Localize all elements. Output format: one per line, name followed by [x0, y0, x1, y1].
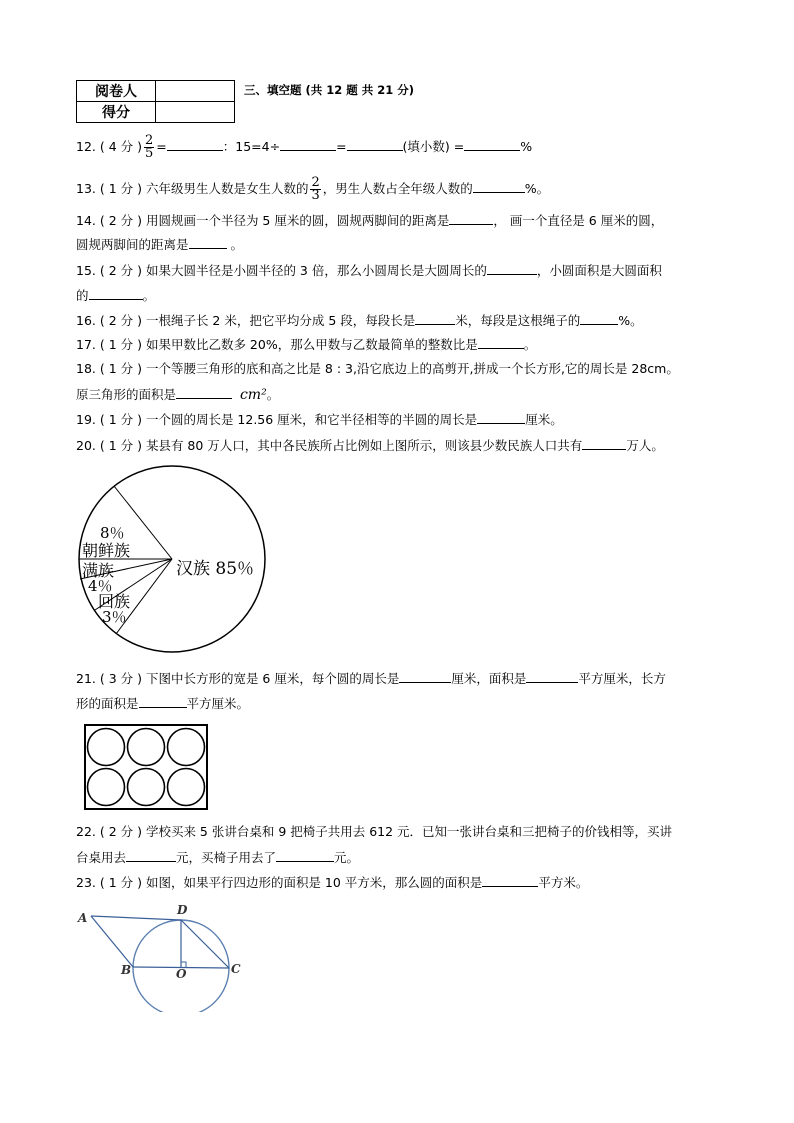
circle-shape: [168, 769, 205, 806]
label-o: O: [176, 967, 187, 981]
ethnic-pie-chart: [76, 464, 276, 654]
question-14-line2: 圆规两脚间的距离是 。: [76, 237, 243, 252]
score-label: 得分: [77, 102, 156, 123]
answer-blank[interactable]: [477, 411, 525, 424]
answer-blank[interactable]: [347, 138, 403, 151]
answer-blank[interactable]: [487, 262, 537, 275]
answer-blank[interactable]: [280, 138, 336, 151]
question-20: 20. ( 1 分 ) 某县有 80 万人口，其中各民族所占比例如上图所示，则该县少数民族人口共有 万人。: [76, 438, 664, 453]
answer-blank[interactable]: [139, 695, 187, 708]
score-table: [76, 80, 235, 123]
unit-cm2: cm²: [239, 387, 267, 403]
label-d: D: [177, 903, 188, 917]
label-a: A: [78, 911, 88, 925]
reviewer-cell[interactable]: [156, 81, 235, 102]
question-21: 21. ( 3 分 ) 下图中长方形的宽是 6 厘米，每个圆的周长是 厘米，面积是 平方厘米，长方: [76, 671, 666, 686]
fraction-2-3: $\frac{2}{3}$: [311, 175, 320, 203]
answer-blank[interactable]: [415, 312, 455, 325]
circle-shape: [128, 769, 165, 806]
answer-blank[interactable]: [167, 138, 223, 151]
label-hui-pct: 3％: [102, 608, 127, 626]
circle-shape: [168, 729, 205, 766]
label-c: C: [231, 962, 241, 976]
question-21-line2: 形的面积是 平方厘米。: [76, 696, 250, 711]
question-18: 18. ( 1 分 ) 一个等腰三角形的底和高之比是 8 : 3,沿它底边上的高剪开,拼成一个长方形,它的周长是 28cm。: [76, 361, 679, 376]
question-22: 22. ( 2 分 ) 学校买来 5 张讲台桌和 9 把椅子共用去 612 元．已知一张讲台桌和三把椅子的价钱相等，买讲: [76, 824, 673, 839]
segment-ab: [91, 916, 133, 967]
question-22-line2: 台桌用去 元，买椅子用去了 元。: [76, 850, 360, 865]
reviewer-label: 阅卷人: [77, 81, 156, 102]
section-title: 三、填空题 (共 12 题 共 21 分): [244, 83, 415, 97]
question-17: 17. ( 1 分 ) 如果甲数比乙数多 20%，那么甲数与乙数最简单的整数比是 。: [76, 337, 537, 352]
label-han: 汉族 85％: [176, 559, 255, 579]
answer-blank[interactable]: [473, 180, 525, 193]
answer-blank[interactable]: [89, 287, 143, 300]
fraction-2-5: $\frac{2}{5}$: [144, 133, 154, 161]
answer-blank[interactable]: [276, 849, 334, 862]
rectangle-shape: [85, 725, 207, 809]
answer-blank[interactable]: [126, 849, 176, 862]
label-manchu-pct: 4％: [88, 577, 113, 595]
answer-blank[interactable]: [526, 670, 578, 683]
label-hui: 回族: [98, 592, 131, 611]
question-16: 16. ( 2 分 ) 一根绳子长 2 米，把它平均分成 5 段，每段长是 米，每段是这根绳子的 %。: [76, 313, 643, 328]
answer-blank[interactable]: [580, 312, 618, 325]
label-korean-pct: 8％: [100, 524, 125, 542]
parallelogram-circle-figure: [74, 900, 254, 1012]
circle-shape: [128, 729, 165, 766]
question-13: 13. ( 1 分 ) 六年级男生人数是女生人数的 $\frac{2}{3}$ ，男生人数占全年级人数的 %。: [76, 175, 550, 203]
answer-blank[interactable]: [478, 336, 524, 349]
circle-shape: [88, 729, 125, 766]
question-23: 23. ( 1 分 ) 如图，如果平行四边形的面积是 10 平方米，那么圆的面积是 平方米。: [76, 875, 589, 890]
answer-blank[interactable]: [449, 212, 493, 225]
score-cell[interactable]: [156, 102, 235, 123]
answer-blank[interactable]: [399, 670, 451, 683]
question-18-line2: 原三角形的面积是 cm²。: [76, 387, 280, 403]
answer-blank[interactable]: [464, 138, 520, 151]
circle-shape: [88, 769, 125, 806]
question-19: 19. ( 1 分 ) 一个圆的周长是 12.56 厘米，和它半径相等的半圆的周长是 厘米。: [76, 412, 563, 427]
question-12: 12. ( 4 分 ) $\frac{2}{5}$ = ：15=4÷ = (填小数) = %: [76, 133, 533, 161]
label-b: B: [121, 963, 132, 977]
answer-blank[interactable]: [189, 236, 227, 249]
answer-blank[interactable]: [582, 437, 626, 450]
rectangle-circles-figure: [84, 724, 210, 812]
label-manchu: 满族: [82, 561, 115, 580]
question-15-line2: 的 。: [76, 288, 156, 303]
question-14: 14. ( 2 分 ) 用圆规画一个半径为 5 厘米的圆，圆规两脚间的距离是 ， 画一个直径是 6 厘米的圆，: [76, 213, 664, 228]
question-15: 15. ( 2 分 ) 如果大圆半径是小圆半径的 3 倍，那么小圆周长是大圆周长的 ，小圆面积是大圆面积: [76, 263, 662, 278]
label-korean: 朝鲜族: [82, 541, 131, 560]
answer-blank[interactable]: [482, 874, 538, 887]
answer-blank[interactable]: [176, 386, 232, 399]
segment-ad: [91, 916, 181, 920]
